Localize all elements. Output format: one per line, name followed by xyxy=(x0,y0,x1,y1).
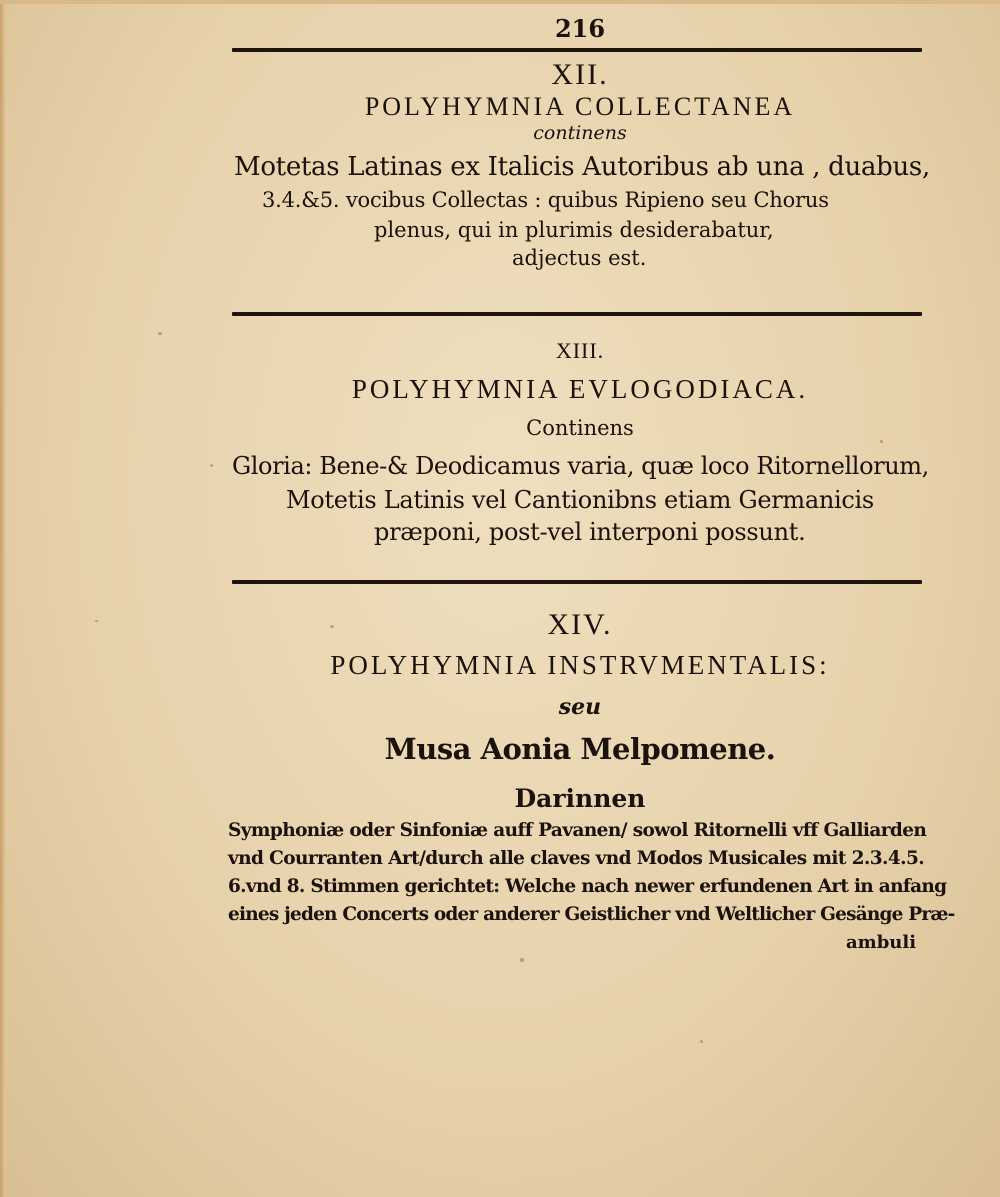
section-text-line: Motetis Latinis vel Cantionibns etiam Germanicis xyxy=(286,486,874,514)
section-text-line: adjectus est. xyxy=(512,246,647,270)
section-text-line: eines jeden Concerts oder anderer Geistlicher vnd Weltlicher Gesänge Præ- xyxy=(228,904,955,925)
section-heading: Musa Aonia Melpomene. xyxy=(384,732,776,766)
section-title: POLYHYMNIA COLLECTANEA xyxy=(364,92,796,121)
section-text-line: præponi, post-vel interponi possunt. xyxy=(374,518,806,546)
section-text-line: Motetas Latinas ex Italicis Autoribus ab una , duabus, xyxy=(234,152,930,182)
section-text-line: plenus, qui in plurimis desiderabatur, xyxy=(374,218,774,242)
section-numeral: XIV. xyxy=(547,608,613,641)
header-rule xyxy=(232,48,922,52)
section-title: POLYHYMNIA INSTRVMENTALIS: xyxy=(330,650,830,680)
section-title: POLYHYMNIA EVLOGODIACA. xyxy=(351,374,809,404)
section-divider xyxy=(232,580,922,584)
section-text-line: Gloria: Bene-& Deodicamus varia, quæ loco Ritornellorum, xyxy=(232,452,929,480)
section-numeral: XII. xyxy=(551,58,609,91)
paper-speck xyxy=(158,332,162,335)
page-number: 216 xyxy=(554,14,606,43)
paper-speck xyxy=(210,464,213,467)
section-numeral: XIII. xyxy=(555,338,605,363)
section-text-line: 3.4.&5. vocibus Collectas : quibus Ripieno seu Chorus xyxy=(262,188,829,212)
section-subtitle: Continens xyxy=(526,416,634,440)
catchword: ambuli xyxy=(846,932,917,953)
paper-speck xyxy=(700,1040,703,1043)
paper-speck xyxy=(520,958,524,962)
section-subtitle: seu xyxy=(558,694,602,720)
page-edge xyxy=(0,0,6,1197)
section-text-line: Symphoniæ oder Sinfoniæ auff Pavanen/ sowol Ritornelli vff Galliarden xyxy=(228,820,927,841)
section-subheading: Darinnen xyxy=(514,784,646,813)
section-text-line: 6.vnd 8. Stimmen gerichtet: Welche nach newer erfundenen Art in anfang xyxy=(228,876,947,897)
paper-speck xyxy=(880,440,883,443)
section-text-line: vnd Courranten Art/durch alle claves vnd Modos Musicales mit 2.3.4.5. xyxy=(228,848,925,869)
section-subtitle: continens xyxy=(533,122,627,144)
section-divider xyxy=(232,312,922,316)
page-edge-top xyxy=(0,0,1000,4)
